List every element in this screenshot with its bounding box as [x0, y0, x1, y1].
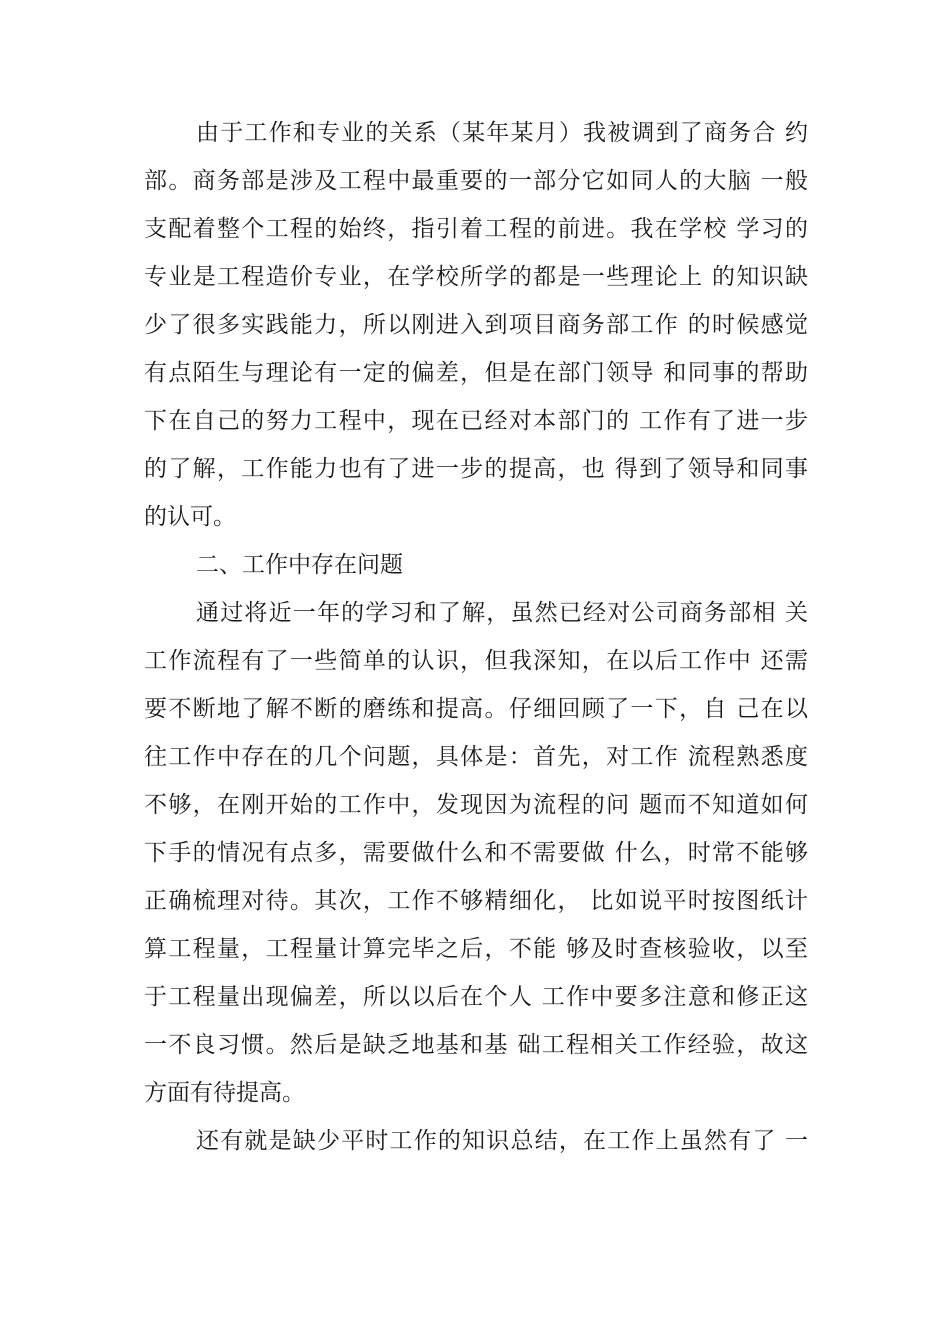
paragraph-2-line-11: 方面有待提高。: [144, 1080, 305, 1106]
paragraph-2-line-3: 要不断地了解不断的磨练和提高。仔细回顾了一下，自 己在以: [144, 696, 808, 722]
paragraph-2-line-7: 正确梳理对待。其次，工作不够精细化， 比如说平时按图纸计: [144, 888, 808, 914]
paragraph-2-line-5: 不够，在刚开始的工作中，发现因为流程的问 题而不知道如何: [144, 792, 808, 818]
paragraph-1-line-2: 部。商务部是涉及工程中最重要的一部分它如同人的大脑 一般: [144, 168, 808, 194]
paragraph-3-line-1: 还有就是缺少平时工作的知识总结，在工作上虽然有了 一: [196, 1128, 808, 1154]
paragraph-2-line-1: 通过将近一年的学习和了解，虽然已经对公司商务部相 关: [196, 600, 808, 626]
paragraph-2-line-9: 于工程量出现偏差，所以以后在个人 工作中要多注意和修正这: [144, 984, 808, 1010]
paragraph-2-line-8: 算工程量，工程量计算完毕之后，不能 够及时查核验收，以至: [144, 936, 808, 962]
paragraph-1-line-7: 下在自己的努力工程中，现在已经对本部门的 工作有了进一步: [144, 408, 808, 434]
paragraph-2-line-6: 下手的情况有点多，需要做什么和不需要做 什么，时常不能够: [144, 840, 808, 866]
paragraph-1-line-1: 由于工作和专业的关系（某年某月）我被调到了商务合 约: [196, 120, 808, 146]
paragraph-1-line-9: 的认可。: [144, 504, 236, 530]
paragraph-2-line-10: 一不良习惯。然后是缺乏地基和基 础工程相关工作经验，故这: [144, 1032, 808, 1058]
paragraph-1-line-4: 专业是工程造价专业，在学校所学的都是一些理论上 的知识缺: [144, 264, 808, 290]
paragraph-1-line-8: 的了解，工作能力也有了进一步的提高，也 得到了领导和同事: [144, 456, 808, 482]
paragraph-1-line-6: 有点陌生与理论有一定的偏差，但是在部门领导 和同事的帮助: [144, 360, 808, 386]
paragraph-1-line-5: 少了很多实践能力，所以刚进入到项目商务部工作 的时候感觉: [144, 312, 808, 338]
paragraph-2-line-4: 往工作中存在的几个问题，具体是：首先，对工作 流程熟悉度: [144, 744, 808, 770]
section-heading: 二、工作中存在问题: [196, 552, 403, 578]
paragraph-2-line-2: 工作流程有了一些简单的认识，但我深知，在以后工作中 还需: [144, 648, 808, 674]
paragraph-1-line-3: 支配着整个工程的始终，指引着工程的前进。我在学校 学习的: [144, 216, 808, 242]
